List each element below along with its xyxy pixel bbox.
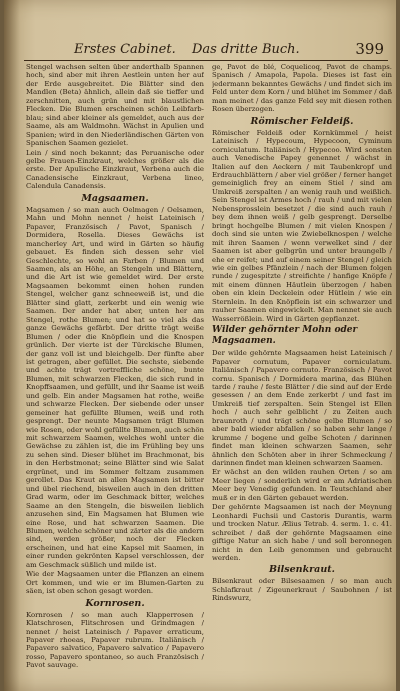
paragraph: Lein / sind noch bekannt; das Peruanische oder gelbe Frauen-Einzkraut, welches größer als die erste. Der Apulische Einzkraut, Verbena auch die Canadensische Einzkraut, Verbena lineo, Calendula Canadensis. [26, 148, 204, 191]
section-heading: Kornrosen. [85, 597, 145, 609]
page-number: 399 [355, 40, 384, 58]
paragraph: ge, Pavot de blé, Coquelicoq, Pavot de champs. Spanisch / Amapola, Papola. Dieses ist fast ein jedermann bekanntes Gewächs / und findet sich im Feld unter dem Korn / und blühet im Sommer / daß man meinet / das ganze Feld sey mit diesen rothen Rosen überzogen. [212, 63, 392, 114]
paragraph: Bilsenkraut oder Bilsesaamen / so man auch Schlafkraut / Zigeunerkraut / Saubohnen / ist Rindswurz, [212, 577, 392, 603]
binding-shadow [4, 0, 20, 691]
section-heading: Magsaamen. [81, 192, 149, 204]
section-heading: Wilder gehörnter Mohn oder Magsaamen. [212, 325, 358, 347]
right-column [212, 63, 392, 604]
left-column [26, 63, 204, 671]
paragraph: Wie der Magsaamen unter die Pflanzen an einem Ort kommen, und wie er im Blumen-Garten zu säen, ist oben schon gesagt worden. [26, 570, 204, 596]
section-heading: Römischer Feldeiß. [250, 115, 354, 127]
paragraph: Kornrosen / so man auch Klapperrosen / Klatschrosen, Flitschrosen und Grindmagen / nennet / heist Lateinisch / Papaver erraticum, Papaver rhoeas, Papaver rubrum. Italiänisch / Papavero salvatico, Papavero salvatico / Papavero rosso, Papavero spontaneo, so auch Französisch / Pavot sauvage. [26, 610, 204, 670]
running-head-middle: Das dritte Buch. [192, 42, 300, 57]
paragraph: Römischer Feldeiß oder Kornkümmel / heist Lateinisch / Hypecoum, Hypecoon, Cyminum corniculatum. Italiänisch / Hypecoo. Wird sonsten auch Venedische Papey genennet / wächst in Italien auf den Aeckern / mit Taubenkropf und Erdrauchblättern / aber viel größer / ferner hanget gemeiniglich frey an einem Stiel / sind am Umkreiß zerspalten / an wenig rauh und weißlich. Sein Stengel ist Armes hoch / rauh / und mit vielen Nebensprosslein besetzet / die sind auch rauh / bey dem ihnen weiß / gelb gesprengt. Derselbe bringt hochgelbe Blumen / mit vielen Knospen / doch sind sie unten wie Zwiebelknospen / welche mit ihren Saamen / wenn verwelket sind / der Saamen ist aber gelbgrün und unter braungelb / ehe er reifet; und auf einem seiner Stengel / gleich wie ein gelbes Pfänzlein / nach der Blumen folgen runde / zugespitzte / streifichte / hanfige Knöpfe / mit einem dünnen Häutlein überzogen / haben oben ein klein Deckelein oder Hütlein / wie ein Sternlein. In den Knöpflein ist ein schwarzer und rauher Saamen eingewickelt. Man nennet sie auch Wasserrößlein. Wird in Gärten gepflanzet. [212, 128, 392, 323]
paragraph: Der wilde gehörnte Magsaamen heist Lateinisch / Papaver cornutum, Papaver corniculatum. Italiänisch / Papavero cornuto. Französisch / Pavot cornu. Spanisch / Dormidera marina, das Blühen tarde / rauhe / feste Blätter / die sind auf der Erde gesessen / an dem Ende zerkerbt / und fast im Umkreiß tief zerspalten. Sein Stengel ist Ellen hoch / auch sehr gelblicht / zu Zeiten auch braunroth / und trägt schöne gelbe Blumen / so aber bald wieder abfallen / so haben sehr lange / krumme / bogene und gelbe Schoten / darinnen findet man kleinen schwarzen Saamen, sehr ähnlich den Schöten aber in ihrer Schmeckung / darinnen findet man kleinen schwarzen Saamen. [212, 349, 392, 468]
paragraph: Magsamen / so man auch Oelmagen / Oelsamen, Mahn und Mohn nennet / heist Lateinisch / Papaver, Französisch / Pavot, Spanisch / Dormidera, Rosella. Dieses Gewächs ist mancherley Art, und wird in Gärten so häufig gebauet. Es finden sich dessen sehr viel Geschlechte, so wohl an Farben / Blumen und Saamen, als an Höhe, an Stengeln und Blättern, und die Art ist wie gemeldet wird. Der erste Magsaamen bekommt einen hohen runden Stengel, welcher ganz schneeweiß ist, und die Blätter sind glatt, zerkerbt und ein wenig wie Saamen. Der ander hat aber, unten her am Stengel, rothe Blumen; und hat so viel als das ganze Gewächs gefärbt. Der dritte trägt weiße Blumen / oder die Knöpflein und die Knospen grünlich. Der vierte ist der Türckische Blumen, der ganz voll ist und bleichgelb. Der fünfte aber ist getragen, aber gefüllet. Die sechste, siebende und achte trägt vortreffliche schöne, bunte Blumen, mit schwarzen Flecken, die sich rund in Knopffsaamen, und gefüllt, und ihr Saame ist weiß und gelb. Ein ander Magsamen hat rothe, weiße und schwarze Flecken. Der siebende oder unser gemeiner hat gefüllte Blumen, weiß und roth gesprengt. Der neunte Magsamen trägt Blumen wie Rosen, oder wohl gefüllte Blumen, auch schön mit schwarzem Saamen, welches wohl unter die Gewächse zu zählen ist, die im Frühling bey uns zu sehen sind. Dieser blühet im Brachmonat, bis in den Herbstmonat; seine Blätter sind wie Salat ergrünet, und im Sommer feltzam zusammen gerollet. Das Kraut an allen Magsamen ist bitter und übel riechend, bisweilen auch in den dritten Grad warm, oder im Geschmack bitter, welches Saame an den Stengeln, die bisweilen lieblich anzusehen sind, Ein Magsamen hat Blumen wie eine Rose, und hat schwarzen Saamen. Die Blumen, welche schöner und zärter als die andern sind, werden größer, noch der Flecken erscheinen, und hat eine Kapsel mit Saamen, in einer runden gekrönten Kapsel verschlossen, der am Geschmack süßlich und milde ist. [26, 205, 204, 569]
section-heading: Bilsenkraut. [269, 564, 335, 576]
book-page [4, 0, 396, 691]
header-rule [24, 60, 388, 61]
paragraph: Stengel wachsen selten über anderthalb Spannen hoch, sind aber mit ihren Aestlein unten her auf der Erde ausgebreitet. Die Blätter sind den Mandlen (Beta) ähnlich, allein daß sie tieffer und zerschnitten, auch grün und mit blaustlichen Flecken. Die Blumen erscheinen schön Leibfarb-blau; sind aber kleiner als gemeldet, auch aus der Saame, als am Waldmohn. Wächst in Apulien und Spanien; wird in den Niederländischen Gärten von Spanischen Saamen gezielet. [26, 63, 204, 148]
running-head-left: Erstes Cabinet. [74, 42, 176, 57]
paragraph: Der gehörnte Magsaamen ist nach der Meynung Leonhardi Fuchsii und Castoris Durantis, warm und trocken Natur. Ælius Tetrab. 4. serm. 1. c. 41. schreibet / daß der gehörnte Magsaamen eine giftige Natur an sich habe / und soll beronnegen nicht in den Leib genommen und gebraucht werden. [212, 503, 392, 563]
paragraph: Er wächst an den wilden rauhen Orten / so am Meer liegen / sonderlich wird er am Adriatischen Meer bey Venedig gefunden. In Teutschland aber muß er in den Gärten gebauet werden. [212, 468, 392, 502]
